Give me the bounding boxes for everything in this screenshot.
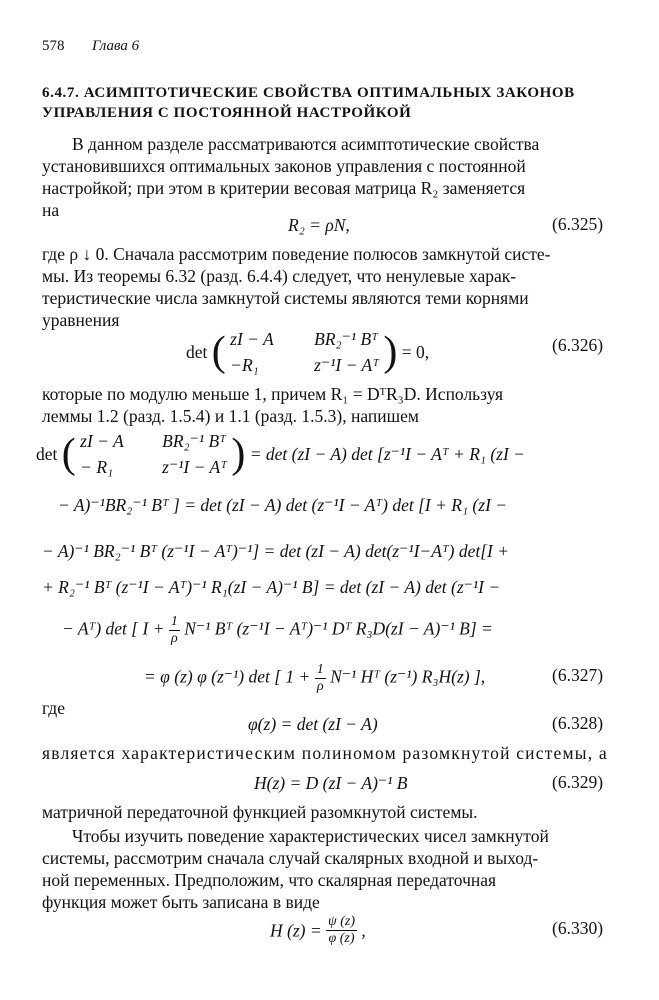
equation-number: (6.325): [552, 214, 604, 234]
para6-line: Чтобы изучить поведение характеристических чисел замкнутой: [72, 826, 549, 846]
para6-line: системы, рассмотрим сначала случай скалярных входной и выход-: [42, 848, 539, 868]
equation-text: N⁻¹ Hᵀ (z⁻¹) R₃H(z) ],: [330, 666, 486, 687]
para1-line: настройкой; при этом в критерии весовая матрица R₂ заменяется: [42, 178, 526, 198]
para2-line: мы. Из теоремы 6.32 (разд. 6.4.4) следует, что ненулевые харак-: [42, 266, 517, 286]
fraction-denominator: ρ: [316, 679, 324, 694]
fraction-numerator: ψ (z): [328, 914, 356, 929]
para2-line: уравнения: [42, 310, 120, 330]
fraction: [169, 614, 180, 647]
left-paren: (: [61, 431, 76, 477]
det-prefix: det: [186, 342, 208, 362]
matrix-cell: z⁻¹I − Aᵀ: [162, 457, 227, 477]
para1-line: установившихся оптимальных законов управления с постоянной: [42, 156, 526, 176]
para5-line: матричной передаточной функцией разомкнутой системы.: [42, 802, 478, 822]
section-title-line2: УПРАВЛЕНИЯ С ПОСТОЯННОЙ НАСТРОЙКОЙ: [42, 105, 412, 121]
para1-line: на: [42, 200, 60, 220]
equation-number: (6.330): [552, 918, 604, 938]
fraction-denominator: ρ: [170, 631, 178, 646]
equation-tail: ,: [361, 920, 366, 941]
para3-line: которые по модулю меньше 1, причем R₁ = DᵀR₃D. Используя: [42, 384, 504, 404]
equation-number: (6.328): [552, 713, 604, 733]
equation-6-326: [186, 326, 429, 378]
equation-number: (6.326): [552, 335, 604, 355]
matrix-cell: − R₁: [80, 457, 114, 477]
matrix-cell: BR₂⁻¹ Bᵀ: [314, 329, 378, 349]
matrix-cell: BR₂⁻¹ Bᵀ: [162, 431, 226, 451]
equation-6-330: [270, 914, 366, 947]
equation-6-325: R₂ = ρN,: [288, 215, 350, 235]
equation-text: = det (zI − A) det [z⁻¹I − Aᵀ + R₁ (zI −: [249, 444, 525, 464]
equation-6-327-line1: [36, 428, 525, 480]
equation-6-327-line3: − A)⁻¹ BR₂⁻¹ Bᵀ (z⁻¹I − Aᵀ)⁻¹] = det (zI − A) det(z⁻¹I−Aᵀ) det[I +: [42, 541, 510, 561]
para6-line: функция может быть записана в виде: [42, 892, 320, 912]
matrix-cell: zI − A: [80, 431, 124, 451]
fraction-denominator: φ (z): [328, 931, 355, 946]
equation-6-327-line6: [144, 662, 485, 695]
matrix-cell: −R₁: [230, 355, 259, 375]
section-title-line1: 6.4.7. АСИМПТОТИЧЕСКИЕ СВОЙСТВА ОПТИМАЛЬНЫХ ЗАКОНОВ: [42, 85, 575, 101]
para2-line: где ρ ↓ 0. Сначала рассмотрим поведение полюсов замкнутой систе-: [42, 244, 551, 264]
where-label: где: [42, 698, 65, 718]
equation-text: − Aᵀ) det [ I +: [62, 618, 165, 639]
fraction: [326, 914, 357, 947]
chapter-label: Глава 6: [92, 38, 140, 54]
page-number: 578: [42, 38, 65, 54]
equation-number: (6.327): [552, 665, 604, 685]
right-paren: ): [231, 431, 246, 477]
equation-6-327-line5: [62, 614, 493, 647]
equation-lhs: H (z) =: [270, 920, 322, 941]
fraction-numerator: 1: [170, 614, 178, 629]
equals-zero: = 0,: [401, 342, 430, 362]
equation-6-327-line4: + R₂⁻¹ Bᵀ (z⁻¹I − Aᵀ)⁻¹ R₁(zI − A)⁻¹ B] = det (zI − A) det (z⁻¹I −: [42, 577, 501, 597]
para3-line: леммы 1.2 (разд. 1.5.4) и 1.1 (разд. 1.5.3), напишем: [42, 406, 419, 426]
fraction: [315, 662, 326, 695]
equation-text: = φ (z) φ (z⁻¹) det [ 1 +: [144, 666, 311, 687]
matrix-cell: zI − A: [230, 329, 274, 349]
left-paren: (: [211, 329, 226, 375]
matrix: [80, 428, 227, 480]
equation-text: N⁻¹ Bᵀ (z⁻¹I − Aᵀ)⁻¹ Dᵀ R₃D(zI − A)⁻¹ B] =: [184, 618, 493, 639]
equation-6-329: H(z) = D (zI − A)⁻¹ B: [254, 773, 408, 793]
equation-6-327-line2: − A)⁻¹BR₂⁻¹ Bᵀ ] = det (zI − A) det (z⁻¹I − Aᵀ) det [I + R₁ (zI −: [58, 495, 508, 515]
para6-line: ной переменных. Предположим, что скалярная передаточная: [42, 870, 497, 890]
equation-6-328: φ(z) = det (zI − A): [248, 714, 378, 734]
right-paren: ): [383, 329, 398, 375]
equation-number: (6.329): [552, 772, 604, 792]
det-prefix: det: [36, 444, 58, 464]
fraction-numerator: 1: [316, 662, 324, 677]
para2-line: теристические числа замкнутой системы являются теми корнями: [42, 288, 529, 308]
para4-line: является характеристическим полиномом разомкнутой системы, а: [42, 743, 608, 763]
matrix-cell: z⁻¹I − Aᵀ: [314, 355, 379, 375]
para1-line: В данном разделе рассматриваются асимптотические свойства: [72, 134, 540, 154]
matrix: [230, 326, 379, 378]
